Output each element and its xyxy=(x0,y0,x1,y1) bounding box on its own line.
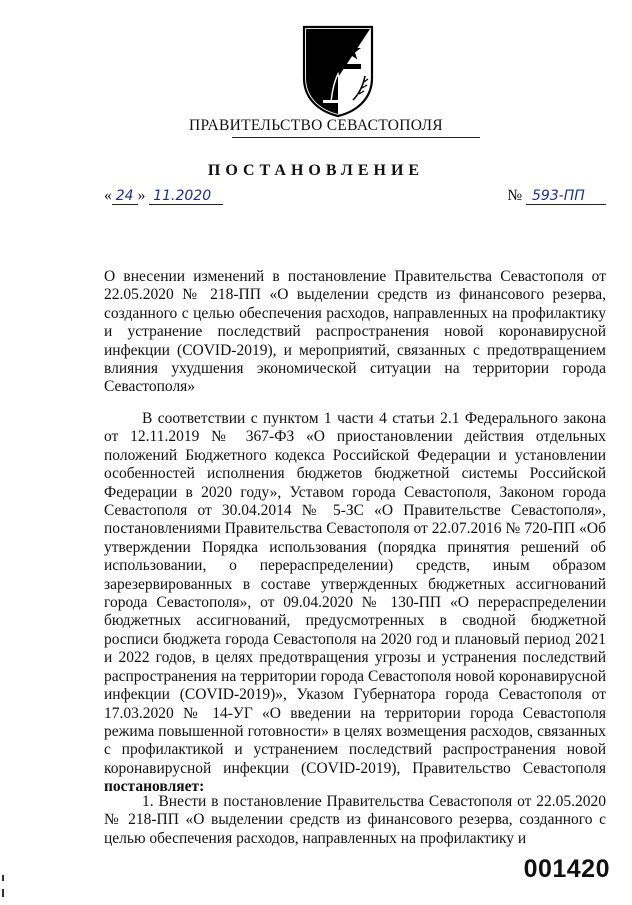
document-date xyxy=(104,187,223,205)
date-number-row xyxy=(104,187,606,213)
date-open-quote: « xyxy=(104,187,112,204)
number-sign: № xyxy=(507,187,523,204)
preamble-text: В соответствии с пунктом 1 части 4 статьи 2.1 Федерального закона от 12.11.2019 № 367-ФЗ «О приостановлении действия отдельных положений Бюджетного кодекса Российской Федерации и установлении особенностей исполнения бюджетов бюджетной системы Российской Федерации в 2020 году», Уставом города Севастополя, Законом города Севастополя от 30.04.2014 № 5-ЗС «О Правительстве Севастополя», постановлениями Правительства Севастополя от 22.07.2016 № 720-ПП «Об утверждении Порядка использования (порядка принятия решений об использовании, о перераспределении) средств, иным образом зарезервированных в составе утвержденных бюджетных ассигнований города Севастополя», от 09.04.2020 № 130-ПП «О перераспределении бюджетных ассигнований, предусмотренных в сводной бюджетной росписи бюджета города Севастополя на 2020 год и плановый период 2021 и 2022 годов, в целях предотвращения угрозы и устранения последствий распространения на территории города Севастополя новой коронавирусной инфекции (COVID-2019)», Указом Губернатора города Севастополя от 17.03.2020 № 14-УГ «О введении на территории города Севастополя режима повышенной готовности» в целях возмещения расходов, связанных с профилактикой и устранением последствий распространения новой коронавирусной инфекции (COVID-2019), Правительство Севастополя xyxy=(104,410,606,777)
date-day-handwritten: 24 xyxy=(112,188,138,205)
number-value-handwritten: 593-ПП xyxy=(526,188,606,205)
document-type-title: ПОСТАНОВЛЕНИЕ xyxy=(207,162,425,179)
serial-number: 001420 xyxy=(523,855,610,883)
government-name: ПРАВИТЕЛЬСТВО СЕВАСТОПОЛЯ xyxy=(189,117,443,134)
scan-edge-mark xyxy=(2,889,4,897)
decree-word: постановляет: xyxy=(104,778,205,796)
scan-edge-mark xyxy=(2,875,4,881)
item-1-paragraph: 1. Внести в постановление Правительства Севастополя от 22.05.2020 № 218-ПП «О выделении средств из финансового резерва, созданного с целью обеспечения расходов, направленных на профилактику и xyxy=(104,793,606,847)
header-divider xyxy=(232,137,480,138)
sevastopol-coat-of-arms xyxy=(301,24,375,118)
preamble-paragraph xyxy=(104,410,606,797)
date-month-year-handwritten: 11.2020 xyxy=(149,188,223,205)
date-close-quote: » xyxy=(137,187,146,204)
document-number xyxy=(507,187,606,205)
subject-paragraph: О внесении изменений в постановление Правительства Севастополя от 22.05.2020 № 218-ПП «О выделении средств из финансового резерва, созданного с целью обеспечения расходов, направленных на профилактику и устранение последствий распространения новой коронавирусной инфекции (COVID-2019), и мероприятий, связанных с предотвращением влияния ухудшения экономической ситуации на территории города Севастополя» xyxy=(104,268,606,396)
